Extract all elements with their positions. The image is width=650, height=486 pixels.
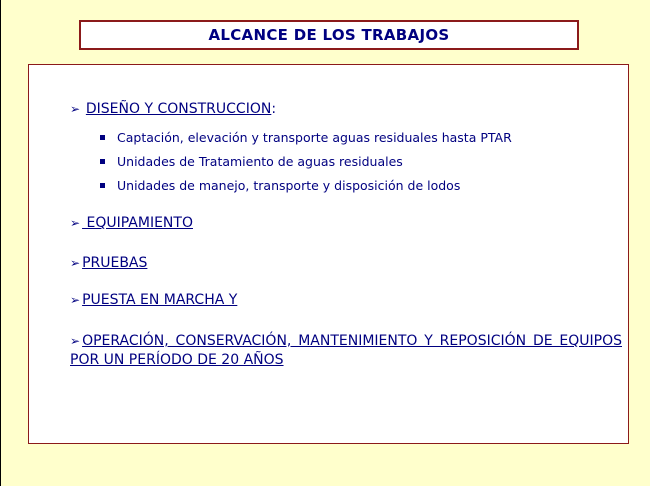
subitem bbox=[100, 178, 460, 193]
item-diseno bbox=[70, 101, 276, 117]
subitem-label: Unidades de manejo, transporte y disposición de lodos bbox=[117, 178, 461, 193]
subitem-label: Captación, elevación y transporte aguas residuales hasta PTAR bbox=[117, 130, 512, 145]
link-operacion[interactable]: OPERACIÓN, CONSERVACIÓN, MANTENIMIENTO Y REPOSICIÓN DE EQUIPOS POR UN PERÍODO DE 20 AÑOS bbox=[70, 333, 622, 368]
link-diseno[interactable]: DISEÑO Y CONSTRUCCION bbox=[85, 101, 272, 117]
item-operacion bbox=[70, 332, 622, 370]
subitem bbox=[100, 130, 512, 145]
content-panel bbox=[28, 64, 629, 444]
subitem bbox=[100, 154, 403, 169]
link-equipamiento[interactable]: EQUIPAMIENTO bbox=[82, 215, 193, 231]
item-puesta bbox=[70, 292, 237, 308]
arrow-bullet-icon: ➢ bbox=[70, 334, 81, 348]
link-puesta[interactable]: PUESTA EN MARCHA Y bbox=[82, 292, 238, 308]
title-box bbox=[79, 20, 579, 50]
frame-edge bbox=[0, 0, 1, 486]
subitem-label: Unidades de Tratamiento de aguas residuales bbox=[117, 154, 403, 169]
arrow-bullet-icon: ➢ bbox=[70, 256, 81, 270]
link-pruebas[interactable]: PRUEBAS bbox=[82, 255, 148, 271]
arrow-bullet-icon: ➢ bbox=[70, 293, 81, 307]
square-bullet-icon bbox=[100, 135, 105, 140]
item-pruebas bbox=[70, 255, 147, 271]
item-equipamiento bbox=[70, 215, 193, 231]
page-title: ALCANCE DE LOS TRABAJOS bbox=[208, 26, 450, 44]
arrow-bullet-icon: ➢ bbox=[70, 102, 84, 116]
item-diseno-suffix: : bbox=[271, 101, 277, 117]
square-bullet-icon bbox=[100, 159, 105, 164]
arrow-bullet-icon: ➢ bbox=[70, 216, 81, 230]
square-bullet-icon bbox=[100, 183, 105, 188]
